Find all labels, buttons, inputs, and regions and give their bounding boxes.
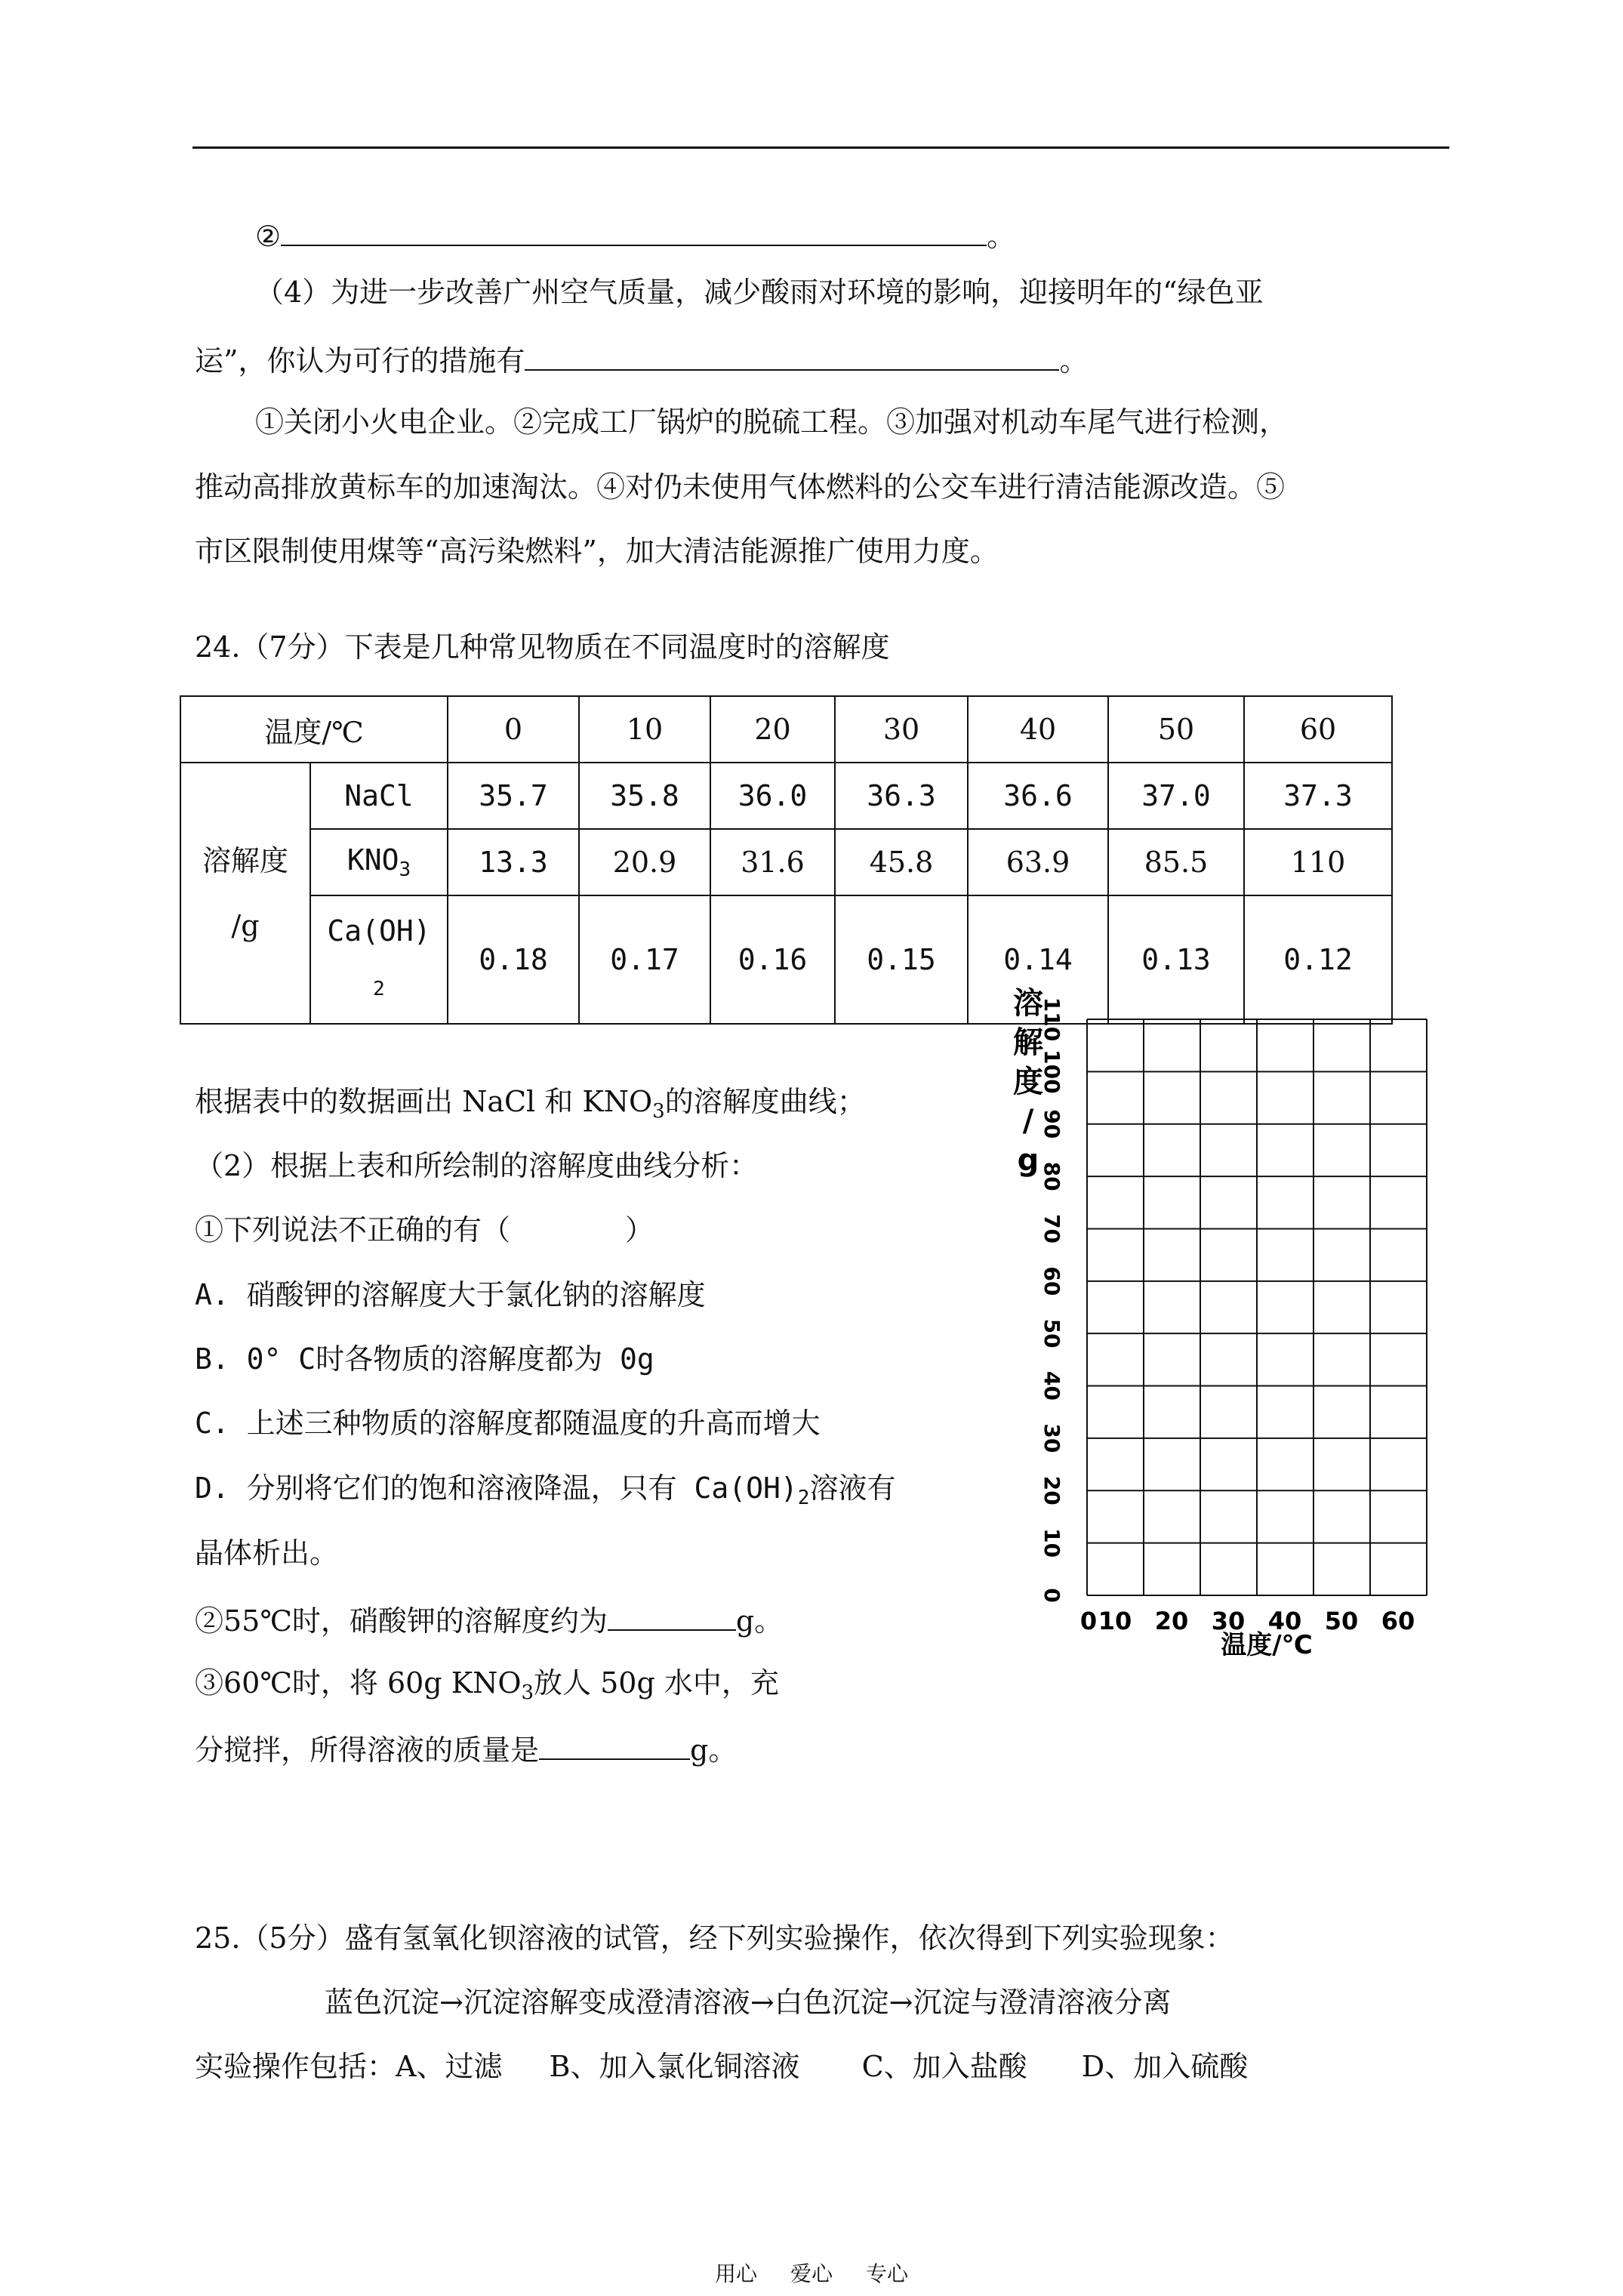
table-cell: 63.9 bbox=[968, 829, 1108, 895]
solubility-label: 溶解度 /g bbox=[180, 763, 310, 1024]
q23-item2: ② 。 bbox=[255, 220, 1016, 253]
temp-cell: 20 bbox=[710, 696, 835, 763]
table-cell: 85.5 bbox=[1108, 829, 1244, 895]
answer-blank[interactable] bbox=[525, 344, 1059, 371]
substance-nacl: NaCl bbox=[310, 763, 448, 829]
q24-item3: ③60℃时，将 60g $KNO_3$放人 50g 水中，充 bbox=[195, 1666, 779, 1704]
header-rule bbox=[192, 146, 1449, 149]
table-row bbox=[180, 696, 1392, 763]
y-tick-label: 30 bbox=[1039, 1423, 1064, 1453]
q24-item3-line2: 分搅拌，所得溶液的质量是 g。 bbox=[195, 1734, 738, 1767]
y-tick-label: 60 bbox=[1039, 1266, 1064, 1296]
q24-item1: ①下列说法不正确的有（ ） bbox=[195, 1213, 654, 1247]
y-tick-label: 80 bbox=[1039, 1161, 1064, 1191]
q25-operations: 实验操作包括：A、过滤 B、加入氯化铜溶液 C、加入盐酸 D、加入硫酸 bbox=[195, 2050, 1249, 2083]
table-cell: 110 bbox=[1244, 829, 1392, 895]
substance-kno3: $KNO_3$ bbox=[310, 829, 448, 895]
x-tick-label: 20 bbox=[1154, 1607, 1189, 1635]
q24-option-c: C. 上述三种物质的溶解度都随温度的升高而增大 bbox=[195, 1407, 821, 1440]
q24-draw-instruction: 根据表中的数据画出 NaCl 和 $KNO_3$的溶解度曲线； bbox=[195, 1085, 866, 1123]
table-cell: 36.0 bbox=[710, 763, 835, 829]
y-label-char: 溶 bbox=[1013, 986, 1043, 1021]
q23-options-line2: 推动高排放黄标车的加速淘汰。④对仍未使用气体燃料的公交车进行清洁能源改造。⑤ bbox=[195, 470, 1286, 504]
x-tick-label: 60 bbox=[1381, 1607, 1415, 1635]
table-cell: 31.6 bbox=[710, 829, 835, 895]
y-tick-label: 90 bbox=[1039, 1109, 1064, 1139]
y-tick-label: 40 bbox=[1039, 1371, 1064, 1401]
q25-sequence: 蓝色沉淀→沉淀溶解变成澄清溶液→白色沉淀→沉淀与澄清溶液分离 bbox=[325, 1986, 1172, 2019]
y-tick-label: 110 bbox=[1039, 997, 1064, 1042]
table-cell: 0.12 bbox=[1244, 895, 1392, 1024]
table-cell: 0.15 bbox=[835, 895, 968, 1024]
y-tick-label: 10 bbox=[1039, 1528, 1064, 1558]
page-footer: 用心 爱心 专心 bbox=[714, 2261, 909, 2286]
temp-cell: 0 bbox=[448, 696, 579, 763]
q23-part4-line1: （4）为进一步改善广州空气质量，减少酸雨对环境的影响，迎接明年的“绿色亚 bbox=[255, 276, 1264, 309]
temp-cell: 40 bbox=[968, 696, 1108, 763]
table-cell: 37.3 bbox=[1244, 763, 1392, 829]
x-tick-label: 40 bbox=[1267, 1607, 1302, 1635]
table-row bbox=[180, 763, 1392, 829]
x-tick-label: 50 bbox=[1324, 1607, 1359, 1635]
table-cell: 0.14 bbox=[968, 895, 1108, 1024]
y-axis-label bbox=[1013, 986, 1043, 1178]
table-cell: 36.3 bbox=[835, 763, 968, 829]
table-cell: 45.8 bbox=[835, 829, 968, 895]
y-tick-label: 20 bbox=[1039, 1475, 1064, 1505]
q24-item2: ②55℃时，硝酸钾的溶解度约为 g。 bbox=[195, 1604, 784, 1638]
y-tick-label: 50 bbox=[1039, 1318, 1064, 1348]
y-label-char: g bbox=[1017, 1143, 1039, 1178]
table-row bbox=[180, 829, 1392, 895]
table-cell: 35.8 bbox=[579, 763, 710, 829]
x-tick-label: 10 bbox=[1098, 1607, 1132, 1635]
q24-option-b: B. 0° C时各物质的溶解度都为 0g bbox=[195, 1342, 654, 1376]
solubility-grid-chart[interactable] bbox=[1004, 974, 1457, 1676]
q23-part4-line2: 运”，你认为可行的措施有 。 bbox=[195, 344, 1089, 378]
q23-options-line1: ①关闭小火电企业。②完成工厂锅炉的脱硫工程。③加强对机动车尾气进行检测， bbox=[255, 405, 1289, 439]
y-tick-label: 0 bbox=[1039, 1588, 1064, 1603]
table-cell: 0.16 bbox=[710, 895, 835, 1024]
table-cell: 35.7 bbox=[448, 763, 579, 829]
q24-title: 24.（7分）下表是几种常见物质在不同温度时的溶解度 bbox=[195, 630, 890, 664]
q24-option-d-line2: 晶体析出。 bbox=[195, 1536, 339, 1570]
substance-caoh2: Ca(OH) 2 bbox=[310, 895, 448, 1024]
q25-title: 25.（5分）盛有氢氧化钡溶液的试管，经下列实验操作，依次得到下列实验现象： bbox=[195, 1922, 1234, 1955]
table-cell: 0.17 bbox=[579, 895, 710, 1024]
q24-option-d: D. 分别将它们的饱和溶液降温，只有 $Ca(OH)_2$溶液有 bbox=[195, 1472, 896, 1509]
q24-option-a: A. 硝酸钾的溶解度大于氯化钠的溶解度 bbox=[195, 1278, 706, 1311]
answer-blank[interactable] bbox=[608, 1604, 736, 1631]
x-tick-label: 0 bbox=[1079, 1607, 1098, 1635]
temp-cell: 10 bbox=[579, 696, 710, 763]
answer-blank[interactable] bbox=[281, 219, 987, 246]
y-label-char: 解 bbox=[1013, 1025, 1043, 1060]
table-cell: 13.3 bbox=[448, 829, 579, 895]
y-label-char: / bbox=[1022, 1104, 1034, 1139]
q23-options-line3: 市区限制使用煤等“高污染燃料”，加大清洁能源推广使用力度。 bbox=[195, 535, 999, 568]
chart-grid bbox=[1087, 1019, 1427, 1595]
table-cell: 0.13 bbox=[1108, 895, 1244, 1024]
temp-cell: 30 bbox=[835, 696, 968, 763]
y-tick-label: 100 bbox=[1039, 1049, 1064, 1094]
answer-blank[interactable] bbox=[539, 1733, 690, 1760]
y-tick-label: 70 bbox=[1039, 1213, 1064, 1244]
x-axis-label: 温度/℃ bbox=[1221, 1630, 1313, 1660]
temp-cell: 50 bbox=[1108, 696, 1244, 763]
table-cell: 20.9 bbox=[579, 829, 710, 895]
temp-header: 温度/℃ bbox=[180, 696, 448, 763]
table-cell: 36.6 bbox=[968, 763, 1108, 829]
q24-part2: （2）根据上表和所绘制的溶解度曲线分析： bbox=[195, 1149, 759, 1182]
y-label-char: 度 bbox=[1013, 1065, 1043, 1099]
table-cell: 0.18 bbox=[448, 895, 579, 1024]
table-cell: 37.0 bbox=[1108, 763, 1244, 829]
x-tick-label: 30 bbox=[1211, 1607, 1246, 1635]
temp-cell: 60 bbox=[1244, 696, 1392, 763]
